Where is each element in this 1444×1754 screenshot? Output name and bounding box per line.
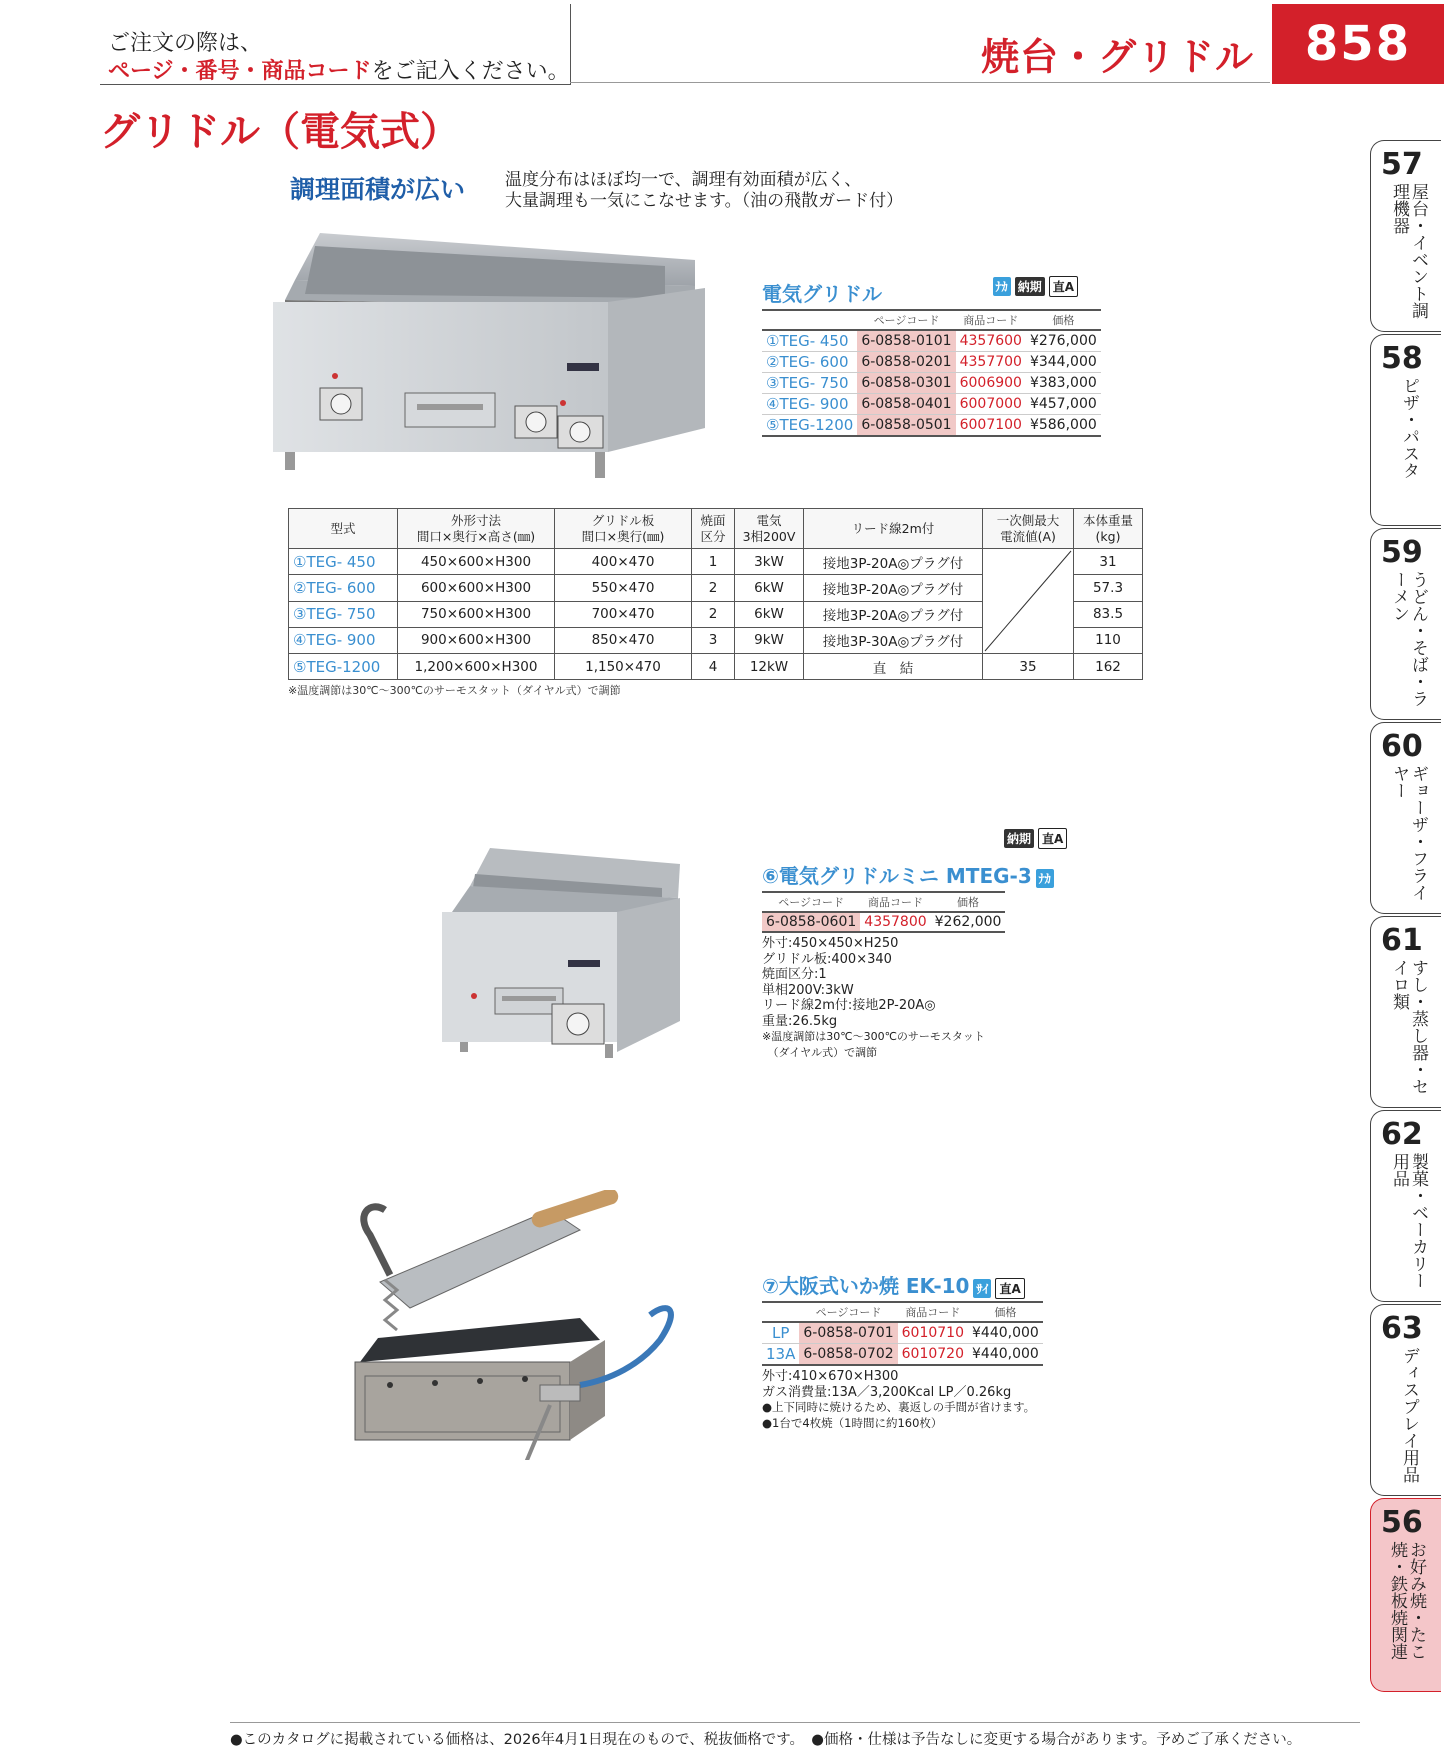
order-notice xyxy=(100,4,571,85)
spec-line: 重量:26.5kg xyxy=(762,1013,838,1029)
spec-header-zone-1: 焼面 xyxy=(700,512,726,528)
spec-plate: 1,150×470 xyxy=(555,654,692,680)
spec-current: 35 xyxy=(983,654,1074,680)
spec-line: グリドル板:400×340 xyxy=(762,951,892,967)
tab-label: ディスプレイ用品 xyxy=(1399,1347,1419,1483)
spec-weight: 57.3 xyxy=(1074,575,1143,601)
model-cell: ③TEG- 750 xyxy=(762,373,857,394)
side-tab-61[interactable] xyxy=(1370,916,1441,1108)
table-row xyxy=(289,549,1143,575)
spec-note: ※温度調節は30℃～300℃のサーモスタット xyxy=(762,1030,985,1043)
table-row xyxy=(762,394,1101,415)
spec-model: ①TEG- 450 xyxy=(289,549,398,575)
spec-header-plate xyxy=(555,509,692,549)
table-row xyxy=(289,654,1143,680)
spec-line: 焼面区分:1 xyxy=(762,967,827,982)
spec-outer: 600×600×H300 xyxy=(398,575,555,601)
model-cell: ②TEG- 600 xyxy=(762,352,857,373)
spec-header-power xyxy=(735,509,804,549)
price-cell: ¥383,000 xyxy=(1026,373,1101,394)
ikayaki-listing xyxy=(762,1270,1043,1431)
ikayaki-price-table xyxy=(762,1301,1043,1366)
spec-model: ③TEG- 750 xyxy=(289,601,398,627)
table-header-row xyxy=(762,310,1101,330)
spec-lead: 接地3P-30A◎プラグ付 xyxy=(804,627,983,653)
ikayaki-specs xyxy=(762,1369,1043,1431)
product-code-cell: 4357700 xyxy=(956,352,1026,373)
footer-note: ●このカタログに掲載されている価格は、2026年4月1日現在のもので、税抜価格です。 ●価格・仕様は予告なしに変更する場合があります。予めご了承ください。 xyxy=(230,1732,1302,1748)
spec-outer: 1,200×600×H300 xyxy=(398,654,555,680)
header-page-code: ページコード xyxy=(857,310,955,330)
table-row xyxy=(762,330,1101,352)
not-applicable-slash xyxy=(983,549,1073,653)
spec-plate: 850×470 xyxy=(555,627,692,653)
spec-header-weight-1: 本体重量 xyxy=(1082,512,1133,528)
model-cell: ⑤TEG-1200 xyxy=(762,415,857,437)
spec-header-row xyxy=(289,509,1143,549)
manufacturer-badge: ﾅｶ xyxy=(1036,869,1054,888)
description-line: 大量調理も一気にこなせます。（油の飛散ガード付） xyxy=(505,191,904,211)
page-number: 858 xyxy=(1304,16,1412,72)
spec-model: ⑤TEG-1200 xyxy=(289,654,398,680)
category-title: 焼台・グリドル xyxy=(980,35,1254,79)
page-code-cell: 6-0858-0702 xyxy=(799,1344,897,1366)
order-notice-rest: をご記入ください。 xyxy=(371,59,570,84)
spec-header-power-2: 3相200V xyxy=(742,528,796,544)
order-notice-line2 xyxy=(108,54,570,85)
product-code-cell: 6007100 xyxy=(956,415,1026,437)
spec-header-outer xyxy=(398,509,555,549)
spec-header-weight-2: (kg) xyxy=(1095,528,1121,544)
spec-current-na xyxy=(983,549,1074,654)
header-page-code: ページコード xyxy=(762,892,860,912)
spec-power: 12kW xyxy=(735,654,804,680)
spec-header-current-2: 電流値(A) xyxy=(1000,528,1056,544)
page-code-cell: 6-0858-0701 xyxy=(799,1322,897,1344)
side-tab-57[interactable] xyxy=(1370,140,1441,332)
spec-power: 6kW xyxy=(735,601,804,627)
ikayaki-title: ⑦大阪式いか焼 EK-10 xyxy=(762,1274,970,1298)
spec-header-plate-2: 間口×奥行(㎜) xyxy=(581,528,665,544)
spec-header-lead: リード線2m付 xyxy=(804,509,983,549)
spec-plate: 700×470 xyxy=(555,601,692,627)
mini-griddle-title: ⑥電気グリドルミニ MTEG-3 xyxy=(762,864,1032,888)
header-price: 価格 xyxy=(1026,310,1101,330)
mini-griddle-specs xyxy=(762,936,1054,1060)
header-page-code: ページコード xyxy=(799,1302,897,1322)
price-cell: ¥457,000 xyxy=(1026,394,1101,415)
spec-lead: 接地3P-20A◎プラグ付 xyxy=(804,575,983,601)
header-product-code: 商品コード xyxy=(898,1302,968,1322)
spec-line: ●1台で4枚焼（1時間に約160枚） xyxy=(762,1415,943,1430)
spec-model: ④TEG- 900 xyxy=(289,627,398,653)
tab-number: 60 xyxy=(1381,729,1423,764)
side-tab-60[interactable] xyxy=(1370,722,1441,914)
table-row xyxy=(762,415,1101,437)
tab-label: ピザ・パスタ xyxy=(1399,377,1419,479)
mini-griddle-image xyxy=(440,846,700,1061)
spec-zone: 3 xyxy=(692,627,735,653)
table-header-row xyxy=(762,1302,1043,1322)
mini-griddle-title-row xyxy=(762,860,1054,889)
header-model xyxy=(762,1302,799,1322)
header-product-code: 商品コード xyxy=(956,310,1026,330)
spec-power: 9kW xyxy=(735,627,804,653)
spec-header-zone-2: 区分 xyxy=(700,528,726,544)
ikayaki-title-row xyxy=(762,1270,1043,1299)
spec-plate: 400×470 xyxy=(555,549,692,575)
spec-zone: 1 xyxy=(692,549,735,575)
electric-griddle-listing xyxy=(762,278,1101,437)
table-row xyxy=(762,1322,1043,1344)
side-tab-63[interactable] xyxy=(1370,1304,1441,1496)
tab-label: 製菓・ベーカリー用品 xyxy=(1389,1153,1428,1289)
page-code-cell: 6-0858-0301 xyxy=(857,373,955,394)
tab-number: 63 xyxy=(1381,1311,1423,1346)
product-code-cell: 4357600 xyxy=(956,330,1026,352)
side-tab-59[interactable] xyxy=(1370,528,1441,720)
order-notice-line1: ご注文の際は、 xyxy=(108,31,263,56)
section-title: グリドル（電気式） xyxy=(100,109,460,155)
mini-griddle-price-table xyxy=(762,891,1005,933)
tab-label: 屋台・イベント調理機器 xyxy=(1389,183,1428,319)
section-description xyxy=(505,170,903,212)
product-code-cell: 6010720 xyxy=(898,1344,968,1366)
price-cell: ¥262,000 xyxy=(931,912,1006,932)
spec-line: リード線2m付:接地2P-20A◎ xyxy=(762,998,936,1013)
model-cell: 13A xyxy=(762,1344,799,1366)
spec-header-current xyxy=(983,509,1074,549)
spec-lead: 接地3P-20A◎プラグ付 xyxy=(804,549,983,575)
spec-line: ガス消費量:13A／3,200Kcal LP／0.26kg xyxy=(762,1384,1012,1400)
spec-weight: 162 xyxy=(1074,654,1143,680)
header-model xyxy=(762,310,857,330)
spec-header-outer-2: 間口×奥行×高さ(㎜) xyxy=(416,528,536,544)
electric-griddle-badges xyxy=(989,276,1078,297)
tab-label: ギョーザ・フライヤー xyxy=(1389,765,1428,901)
page-code-cell: 6-0858-0101 xyxy=(857,330,955,352)
page-code-cell: 6-0858-0501 xyxy=(857,415,955,437)
side-tab-62[interactable] xyxy=(1370,1110,1441,1302)
mini-griddle-top-badges xyxy=(1000,828,1067,849)
spec-header-weight xyxy=(1074,509,1143,549)
spec-zone: 2 xyxy=(692,601,735,627)
electric-griddle-title-row xyxy=(762,278,1078,307)
electric-griddle-title: 電気グリドル xyxy=(762,282,882,306)
product-code-cell: 6007000 xyxy=(956,394,1026,415)
direct-ship-badge: 直A xyxy=(1049,276,1078,297)
electric-griddle-image xyxy=(265,228,710,484)
spec-lead: 直 結 xyxy=(804,654,983,680)
page-code-cell: 6-0858-0201 xyxy=(857,352,955,373)
table-row xyxy=(762,373,1101,394)
spec-weight: 31 xyxy=(1074,549,1143,575)
model-cell: ①TEG- 450 xyxy=(762,330,857,352)
description-line: 温度分布はほぼ均一で、調理有効面積が広く、 xyxy=(505,170,862,190)
product-code-cell: 6010710 xyxy=(898,1322,968,1344)
spec-plate: 550×470 xyxy=(555,575,692,601)
tab-number: 58 xyxy=(1381,341,1423,376)
header-product-code: 商品コード xyxy=(860,892,930,912)
direct-ship-badge: 直A xyxy=(1038,828,1067,849)
table-row xyxy=(762,912,1005,932)
tab-label: すし・蒸し器・セイロ類 xyxy=(1389,959,1428,1095)
table-row xyxy=(762,1344,1043,1366)
price-cell: ¥276,000 xyxy=(1026,330,1101,352)
order-notice-emphasis: ページ・番号・商品コード xyxy=(108,59,372,84)
product-code-cell: 4357800 xyxy=(860,912,930,932)
spec-zone: 2 xyxy=(692,575,735,601)
ikayaki-machine-image xyxy=(350,1190,680,1460)
model-cell: ④TEG- 900 xyxy=(762,394,857,415)
spec-power: 3kW xyxy=(735,549,804,575)
spec-weight: 110 xyxy=(1074,627,1143,653)
spec-power: 6kW xyxy=(735,575,804,601)
spec-header-zone xyxy=(692,509,735,549)
tab-number: 56 xyxy=(1381,1505,1423,1540)
manufacturer-badge: ｻｲ xyxy=(973,1279,991,1298)
tab-number: 59 xyxy=(1381,535,1423,570)
tab-label: うどん・そば・ラーメン xyxy=(1389,571,1428,707)
tab-number: 61 xyxy=(1381,923,1423,958)
delivery-badge: 納期 xyxy=(1015,277,1045,296)
tab-label: お好み焼・たこ焼・鉄板焼関連 xyxy=(1387,1541,1426,1660)
spec-header-power-1: 電気 xyxy=(756,512,782,528)
price-cell: ¥344,000 xyxy=(1026,352,1101,373)
header-rule xyxy=(570,82,1270,83)
model-cell: LP xyxy=(762,1322,799,1344)
spec-header-model: 型式 xyxy=(289,509,398,549)
page-code-cell: 6-0858-0601 xyxy=(762,912,860,932)
spec-note: （ダイヤル式）で調節 xyxy=(762,1045,878,1059)
spec-outer: 750×600×H300 xyxy=(398,601,555,627)
spec-outer: 900×600×H300 xyxy=(398,627,555,653)
spec-table xyxy=(288,508,1143,680)
delivery-badge: 納期 xyxy=(1004,829,1034,848)
spec-lead: 接地3P-20A◎プラグ付 xyxy=(804,601,983,627)
tab-number: 57 xyxy=(1381,147,1423,182)
header-price: 価格 xyxy=(931,892,1006,912)
electric-griddle-price-table xyxy=(762,309,1101,437)
spec-line: ●上下同時に焼けるため、裏返しの手間が省けます。 xyxy=(762,1400,1036,1414)
price-cell: ¥440,000 xyxy=(968,1344,1043,1366)
spec-line: 外寸:450×450×H250 xyxy=(762,936,899,951)
table-row xyxy=(762,352,1101,373)
spec-weight: 83.5 xyxy=(1074,601,1143,627)
product-code-cell: 6006900 xyxy=(956,373,1026,394)
spec-line: 外寸:410×670×H300 xyxy=(762,1369,899,1384)
spec-outer: 450×600×H300 xyxy=(398,549,555,575)
footer-rule xyxy=(230,1722,1360,1723)
spec-header-outer-1: 外形寸法 xyxy=(450,512,501,528)
direct-ship-badge: 直A xyxy=(995,1278,1024,1299)
feature-headline: 調理面積が広い xyxy=(290,175,466,204)
side-tab-56-active[interactable] xyxy=(1370,1498,1441,1692)
spec-table-note: ※温度調節は30℃～300℃のサーモスタット（ダイヤル式）で調節 xyxy=(288,684,621,697)
tab-number: 62 xyxy=(1381,1117,1423,1152)
mini-griddle-listing xyxy=(762,860,1054,1060)
price-cell: ¥586,000 xyxy=(1026,415,1101,437)
side-tab-58[interactable] xyxy=(1370,334,1441,526)
price-cell: ¥440,000 xyxy=(968,1322,1043,1344)
header-price: 価格 xyxy=(968,1302,1043,1322)
spec-header-current-1: 一次側最大 xyxy=(996,512,1060,528)
spec-model: ②TEG- 600 xyxy=(289,575,398,601)
manufacturer-badge: ﾅｶ xyxy=(993,277,1011,296)
spec-line: 単相200V:3kW xyxy=(762,982,854,998)
page-code-cell: 6-0858-0401 xyxy=(857,394,955,415)
spec-header-plate-1: グリドル板 xyxy=(591,512,655,528)
spec-zone: 4 xyxy=(692,654,735,680)
page-number-box xyxy=(1272,4,1444,84)
table-header-row xyxy=(762,892,1005,912)
